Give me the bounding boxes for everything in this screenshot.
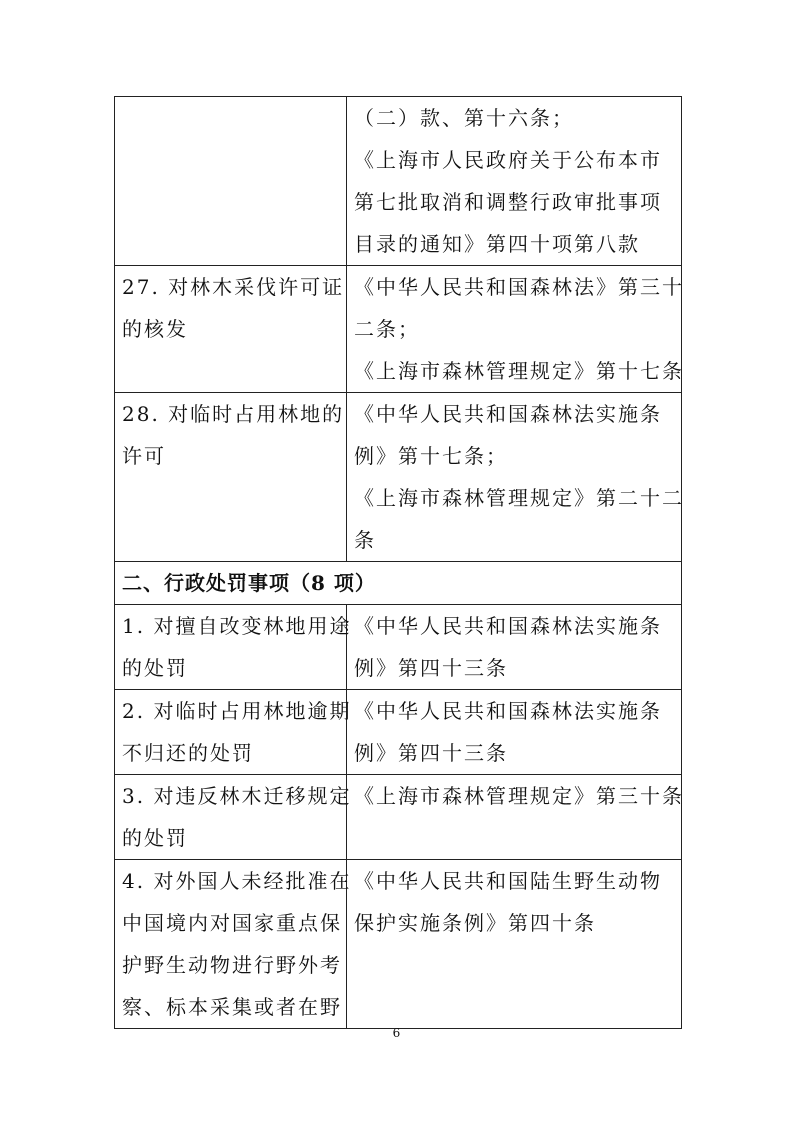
- item-line: 察、标本采集或者在野: [122, 995, 342, 1019]
- basis-line: 《中华人民共和国森林法实施条: [354, 614, 662, 638]
- item-cell: [115, 860, 352, 1029]
- item-cell: [115, 605, 352, 690]
- basis-cell: [347, 393, 682, 562]
- item-line: 2. 对临时占用林地逾期: [122, 699, 352, 723]
- item-line: 3. 对违反林木迁移规定: [122, 784, 352, 808]
- table-row: [115, 97, 682, 266]
- regulation-table: [114, 96, 682, 1029]
- item-line: 27. 对林木采伐许可证: [122, 275, 345, 299]
- basis-line: 例》第十七条；: [354, 444, 508, 468]
- basis-cell: [347, 775, 682, 860]
- basis-line: 条: [354, 528, 376, 552]
- basis-cell: [347, 266, 682, 393]
- basis-line: 《中华人民共和国森林法实施条: [354, 402, 662, 426]
- item-cell: [115, 393, 347, 562]
- item-line: 中国境内对国家重点保: [122, 911, 342, 935]
- basis-cell: [347, 605, 682, 690]
- basis-line: （二）款、第十六条；: [354, 106, 574, 130]
- basis-line: 《上海市森林管理规定》第十七条: [354, 359, 684, 383]
- item-line: 4. 对外国人未经批准在: [122, 869, 352, 893]
- basis-cell: [347, 97, 682, 266]
- item-cell: [115, 97, 347, 266]
- item-line: 28. 对临时占用林地的: [122, 402, 345, 426]
- page-number: 6: [392, 1026, 401, 1040]
- table-row: [115, 266, 682, 393]
- basis-line: 例》第四十三条: [354, 656, 508, 680]
- basis-line: 目录的通知》第四十项第八款: [354, 232, 640, 256]
- item-cell: [115, 690, 352, 775]
- section-heading-row: [115, 562, 682, 605]
- item-cell: [115, 266, 347, 393]
- basis-line: 《中华人民共和国陆生野生动物: [354, 869, 662, 893]
- item-line: 的处罚: [122, 656, 188, 680]
- item-line: 的核发: [122, 317, 188, 341]
- table-row: [115, 605, 682, 690]
- basis-line: 第七批取消和调整行政审批事项: [354, 190, 662, 214]
- item-line: 不归还的处罚: [122, 741, 254, 765]
- section-heading: 二、行政处罚事项（8 项）: [115, 562, 682, 605]
- table-row: [115, 775, 682, 860]
- item-line: 的处罚: [122, 826, 188, 850]
- table-row: [115, 393, 682, 562]
- basis-line: 《中华人民共和国森林法》第三十: [354, 275, 684, 299]
- basis-cell: [347, 690, 682, 775]
- basis-line: 《中华人民共和国森林法实施条: [354, 699, 662, 723]
- basis-cell: [347, 860, 682, 1029]
- item-cell: [115, 775, 352, 860]
- basis-line: 二条；: [354, 317, 420, 341]
- item-line: 护野生动物进行野外考: [122, 953, 342, 977]
- basis-line: 保护实施条例》第四十条: [354, 911, 596, 935]
- basis-line: 《上海市森林管理规定》第三十条: [354, 784, 684, 808]
- item-line: 许可: [122, 444, 166, 468]
- table-row: [115, 690, 682, 775]
- basis-line: 例》第四十三条: [354, 741, 508, 765]
- table-row: [115, 860, 682, 1029]
- item-line: 1. 对擅自改变林地用途: [122, 614, 352, 638]
- basis-line: 《上海市人民政府关于公布本市: [354, 148, 662, 172]
- basis-line: 《上海市森林管理规定》第二十二: [354, 486, 684, 510]
